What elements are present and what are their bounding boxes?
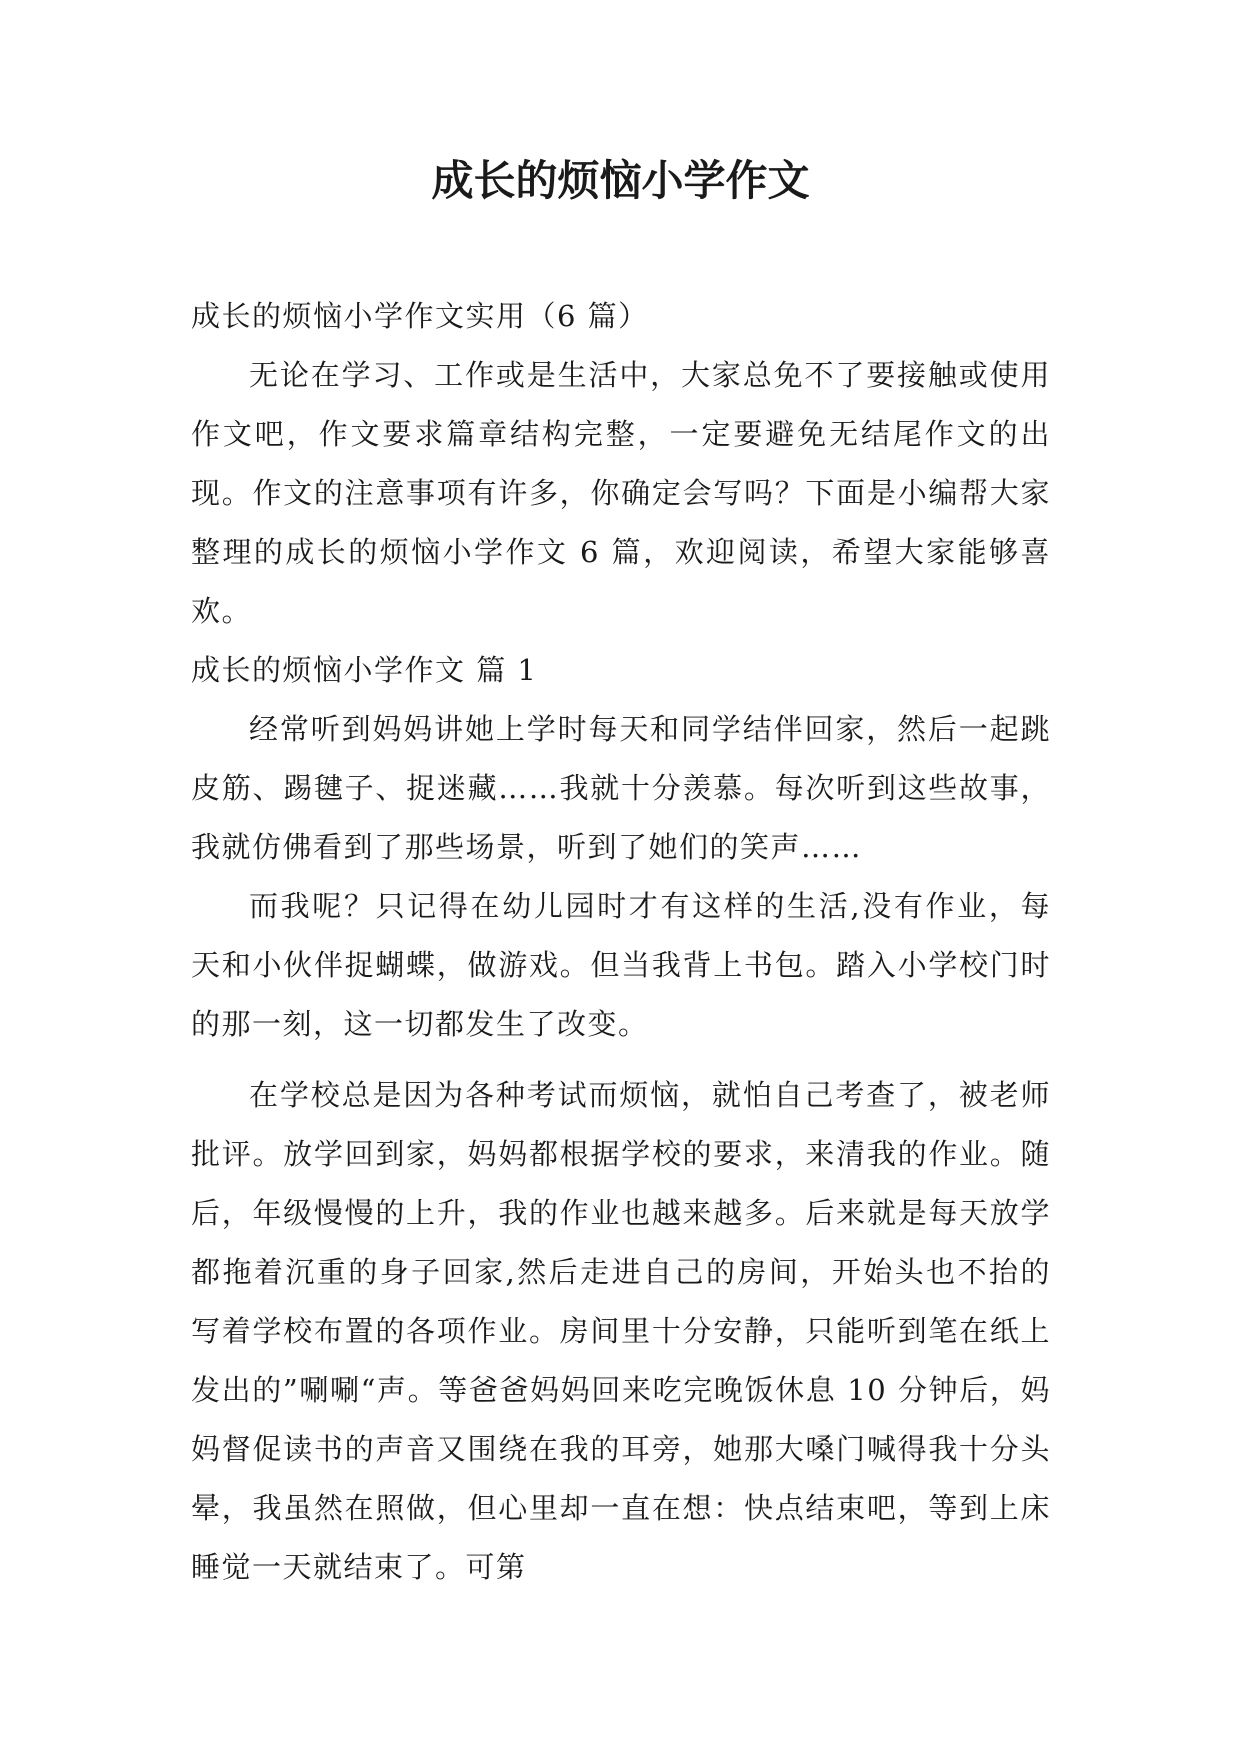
body-paragraph: 在学校总是因为各种考试而烦恼，就怕自己考查了，被老师批评。放学回到家，妈妈都根据学校的要求，来清我的作业。随后，年级慢慢的上升，我的作业也越来越多。后来就是每天放学都拖着沉重的身子回家,然后走进自己的房间，开始头也不抬的写着学校布置的各项作业。房间里十分安静，只能听到笔在纸上发出的”唰唰“声。等爸爸妈妈回来吃完晚饭休息 10 分钟后，妈妈督促读书的声音又围绕在我的耳旁，她那大嗓门喊得我十分头晕，我虽然在照做，但心里却一直在想：快点结束吧，等到上床睡觉一天就结束了。可第 bbox=[191, 1078, 1051, 1584]
body-paragraph: 经常听到妈妈讲她上学时每天和同学结伴回家，然后一起跳皮筋、踢毽子、捉迷藏……我就十分羡慕。每次听到这些故事，我就仿佛看到了那些场景，听到了她们的笑声…… bbox=[191, 712, 1051, 864]
section-heading: 成长的烦恼小学作文 篇 1 bbox=[191, 653, 538, 687]
document-subtitle: 成长的烦恼小学作文实用（6 篇） bbox=[191, 299, 649, 333]
document-title: 成长的烦恼小学作文 bbox=[431, 156, 810, 205]
body-paragraph: 而我呢？只记得在幼儿园时才有这样的生活,没有作业，每天和小伙伴捉蝴蝶，做游戏。但当我背上书包。踏入小学校门时的那一刻，这一切都发生了改变。 bbox=[191, 889, 1051, 1041]
document-body bbox=[191, 287, 1051, 1597]
intro-paragraph: 无论在学习、工作或是生活中，大家总免不了要接触或使用作文吧，作文要求篇章结构完整，一定要避免无结尾作文的出现。作文的注意事项有许多，你确定会写吗？下面是小编帮大家整理的成长的烦恼小学作文 6 篇，欢迎阅读，希望大家能够喜欢。 bbox=[191, 358, 1051, 628]
